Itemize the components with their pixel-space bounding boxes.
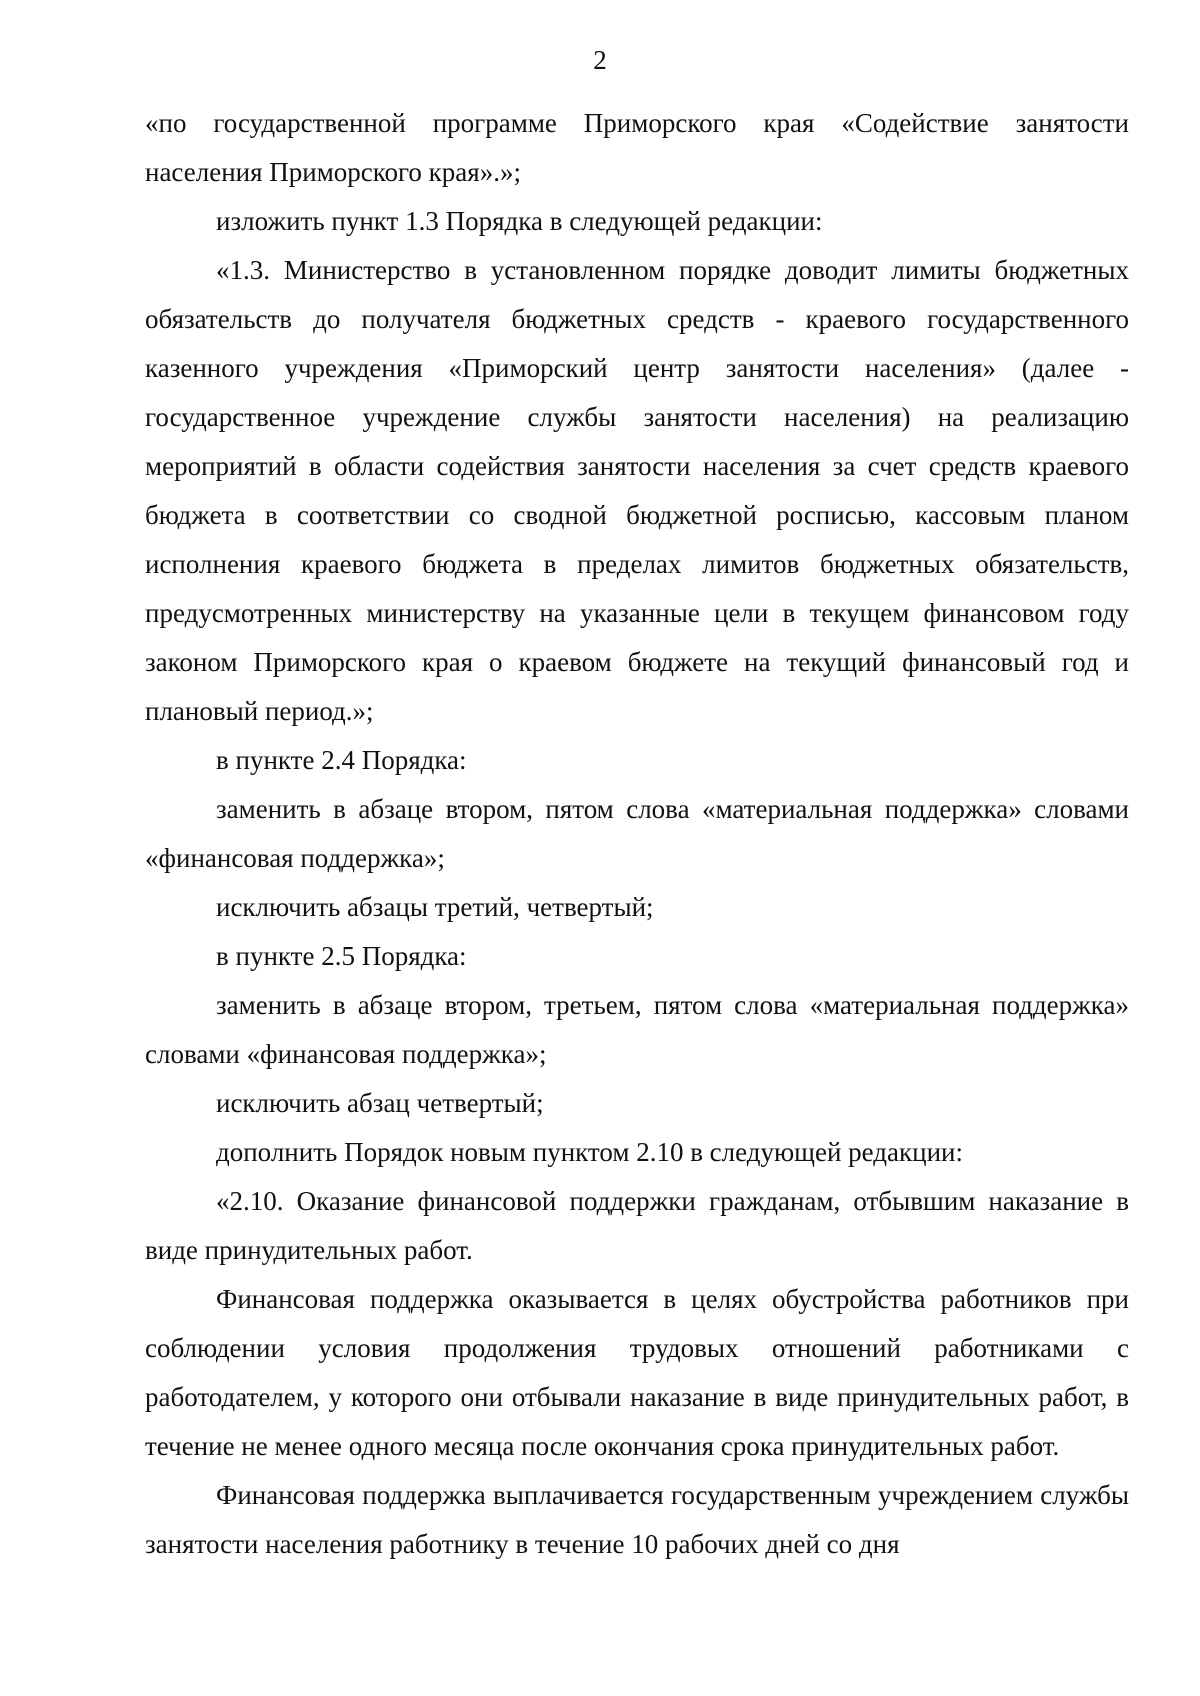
paragraph-program-title: «по государственной программе Приморского края «Содействие занятости населения Приморского края».»;	[145, 108, 1129, 187]
document-body	[145, 99, 1129, 1569]
paragraph-clause-2-5-heading: в пункте 2.5 Порядка:	[216, 941, 467, 971]
paragraph-amend-1-3: изложить пункт 1.3 Порядка в следующей редакции:	[216, 206, 823, 236]
paragraph-clause-2-4-replace: заменить в абзаце втором, пятом слова «материальная поддержка» словами «финансовая поддержка»;	[145, 794, 1129, 873]
page-number: 2	[593, 45, 607, 75]
paragraph-add-2-10: дополнить Порядок новым пунктом 2.10 в следующей редакции:	[216, 1137, 963, 1167]
paragraph-clause-1-3: «1.3. Министерство в установленном порядке доводит лимиты бюджетных обязательств до получателя бюджетных средств - краевого государственного казенного учреждения «Приморский центр занятости населения» (далее - государственное учреждение службы занятости населения) на реализацию мероприятий в области содействия занятости населения за счет средств краевого бюджета в соответствии со сводной бюджетной росписью, кассовым планом исполнения краевого бюджета в пределах лимитов бюджетных обязательств, предусмотренных министерству на указанные цели в текущем финансовом году законом Приморского края о краевом бюджете на текущий финансовый год и плановый период.»;	[145, 255, 1129, 726]
paragraph-clause-2-10-title: «2.10. Оказание финансовой поддержки гражданам, отбывшим наказание в виде принудительных работ.	[145, 1186, 1129, 1265]
paragraph-clause-2-5-exclude: исключить абзац четвертый;	[216, 1088, 544, 1118]
paragraph-clause-2-4-heading: в пункте 2.4 Порядка:	[216, 745, 467, 775]
paragraph-financial-support-conditions: Финансовая поддержка оказывается в целях обустройства работников при соблюдении условия продолжения трудовых отношений работниками с работодателем, у которого они отбывали наказание в виде принудительных работ, в течение не менее одного месяца после окончания срока принудительных работ.	[145, 1284, 1129, 1461]
paragraph-clause-2-5-replace: заменить в абзаце втором, третьем, пятом слова «материальная поддержка» словами «финансовая поддержка»;	[145, 990, 1129, 1069]
paragraph-financial-support-payment: Финансовая поддержка выплачивается государственным учреждением службы занятости населения работнику в течение 10 рабочих дней со дня	[145, 1480, 1129, 1559]
paragraph-clause-2-4-exclude: исключить абзацы третий, четвертый;	[216, 892, 654, 922]
